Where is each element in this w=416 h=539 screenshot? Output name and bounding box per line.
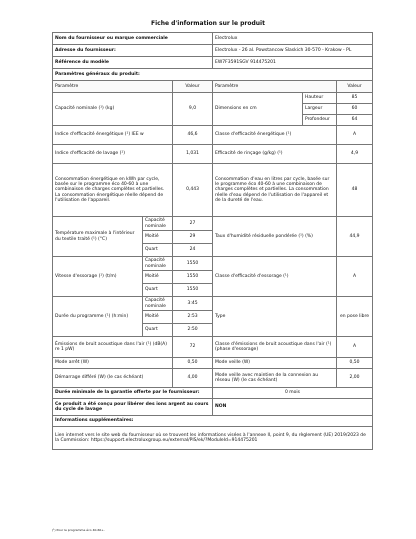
header-value-right: Valeur [337, 81, 373, 93]
duration-half-label: Moitié [143, 311, 173, 324]
spin-nominal-value: 1550 [173, 257, 213, 271]
depth-value: 64 [337, 115, 373, 126]
washing-index-value: 1,031 [173, 145, 213, 164]
model-label: Référence du modèle [53, 57, 213, 69]
spin-quarter-value: 1550 [173, 284, 213, 297]
rinsing-label: Efficacité de rinçage (g/kg) (¹) [213, 145, 337, 164]
dimension-row-height [53, 93, 373, 104]
model-value: EW7F3591SGV 914475201 [213, 57, 373, 69]
extra-info-text: Lien internet vers le site web du fournisseur où se trouvent les informations visées à l'annexe II, point 9, du règlement (UE) 2019/2023 de la Commission: https://support.electroluxgroup.eu/external/PIS/ek/?ModuleId=914475201 [53, 427, 373, 450]
capacity-label: Capacité nominale (¹) (kg) [53, 93, 173, 126]
off-mode-value: 0,50 [173, 358, 213, 369]
temperature-label: Température maximale à l'intérieur du textile traité (¹) (°C) [53, 217, 143, 257]
spin-half-value: 1550 [173, 271, 213, 284]
dimensions-label: Dimensions en cm [213, 93, 303, 126]
eei-label: Indice d'efficacité énergétique (¹) IEE w [53, 126, 173, 145]
noise-label: Émissions de bruit acoustique dans l'air (¹) (dB(A) re 1 pW) [53, 337, 173, 358]
networked-standby-label: Mode veille avec maintien de la connexion au réseau (W) (le cas échéant) [213, 369, 337, 388]
water-consumption-value: 48 [337, 164, 373, 217]
humidity-label: Taux d'humidité résiduelle pondérée (¹) (%) [213, 217, 337, 257]
duration-row-nominal [53, 297, 373, 311]
spin-nominal-label: Capacité nominale [143, 257, 173, 271]
height-value: 85 [337, 93, 373, 104]
spin-class-value: A [337, 257, 373, 297]
temp-half-value: 29 [173, 231, 213, 244]
guarantee-value: 0 mois [213, 388, 373, 399]
spin-row-nominal [53, 257, 373, 271]
address-label: Adresse du fournisseur: [53, 45, 213, 57]
noise-class-value: A [337, 337, 373, 358]
energy-consumption-value: 0,443 [173, 164, 213, 217]
address-row [53, 45, 373, 57]
power-mode-row [53, 358, 373, 369]
delay-start-label: Démarrage différé (W) (le cas échéant) [53, 369, 173, 388]
duration-nominal-label: Capacité nominale [143, 297, 173, 311]
energy-class-value: A [337, 126, 373, 145]
duration-label: Durée du programme (¹) (h:min) [53, 297, 143, 337]
header-value-left: Valeur [173, 81, 213, 93]
spin-quarter-label: Quart [143, 284, 173, 297]
delay-start-value: 4,00 [173, 369, 213, 388]
temperature-row-nominal [53, 217, 373, 231]
standby-value: 0,50 [337, 358, 373, 369]
depth-label: Profondeur [303, 115, 337, 126]
temp-nominal-value: 27 [173, 217, 213, 231]
noise-row [53, 337, 373, 358]
sheet-title: Fiche d'information sur le produit [151, 20, 265, 27]
energy-consumption-label: Consommation énergétique en kWh par cycle, basée sur le programme éco 40-60 à une combinaison de charges complètes et partielles. La consommation énergétique réelle dépend de l'utilisation de l'appareil. [53, 164, 173, 217]
temp-quarter-value: 24 [173, 244, 213, 257]
general-params-heading: Paramètres généraux du produit: [53, 69, 373, 81]
networked-standby-value: 2,00 [337, 369, 373, 388]
header-param-left: Paramètre [53, 81, 173, 93]
duration-quarter-value: 2:50 [173, 324, 213, 337]
extra-info-heading-row [53, 416, 373, 427]
ions-label: Ce produit a été conçu pour libérer des ions argent au cours du cycle de lavage [53, 399, 213, 416]
humidity-value: 44,9 [337, 217, 373, 257]
washing-index-label: Indice d'efficacité de lavage (¹) [53, 145, 173, 164]
temp-quarter-label: Quart [143, 244, 173, 257]
supplier-row [53, 33, 373, 45]
supplier-value: Electrolux [213, 33, 373, 45]
capacity-value: 9,0 [173, 93, 213, 126]
product-table [52, 32, 373, 450]
off-mode-label: Mode arrêt (W) [53, 358, 173, 369]
eei-value: 46,6 [173, 126, 213, 145]
header-param-right: Paramètre [213, 81, 337, 93]
supplier-label: Nom du fournisseur ou marque commerciale [53, 33, 213, 45]
temp-nominal-label: Capacité nominale [143, 217, 173, 231]
spin-half-label: Moitié [143, 271, 173, 284]
delay-row [53, 369, 373, 388]
guarantee-label: Durée minimale de la garantie offerte par le fournisseur: [53, 388, 213, 399]
type-label: Type [213, 297, 337, 337]
height-label: Hauteur [303, 93, 337, 104]
duration-half-value: 2:53 [173, 311, 213, 324]
guarantee-row [53, 388, 373, 399]
type-value: en pose libre [337, 297, 373, 337]
ions-row [53, 399, 373, 416]
address-value: Electrolux - 26 al. Powstancow Slaskich 30-570 - Krakow - PL [213, 45, 373, 57]
extra-info-text-row [53, 427, 373, 450]
extra-info-heading: Informations supplémentaires: [53, 416, 373, 427]
model-row [53, 57, 373, 69]
footnote: (¹) Pour le programme éco 40-60+. [52, 528, 105, 532]
noise-class-label: Classe d'émissions de bruit acoustique dans l'air (¹) (phase d'essorage) [213, 337, 337, 358]
ions-value: NON [213, 399, 373, 416]
water-consumption-label: Consommation d'eau en litres par cycle, basée sur le programme éco 40-60 à une combinaison de charges complètes et partielles. La consommation réelle d'eau dépend de l'utilisation de l'appareil et de la dureté de l'eau. [213, 164, 337, 217]
noise-value: 72 [173, 337, 213, 358]
standby-label: Mode veille (W) [213, 358, 337, 369]
general-params-row [53, 69, 373, 81]
rinsing-value: 4,9 [337, 145, 373, 164]
consumption-row [53, 164, 373, 217]
washing-row [53, 145, 373, 164]
duration-nominal-value: 3:45 [173, 297, 213, 311]
spin-class-label: Classe d'efficacité d'essorage (¹) [213, 257, 337, 297]
energy-class-label: Classe d'efficacité énergétique (¹) [213, 126, 337, 145]
width-label: Largeur [303, 104, 337, 115]
spin-speed-label: Vitesse d'essorage (¹) (t/m) [53, 257, 143, 297]
eei-row [53, 126, 373, 145]
width-value: 60 [337, 104, 373, 115]
temp-half-label: Moitié [143, 231, 173, 244]
duration-quarter-label: Quart [143, 324, 173, 337]
header-row [53, 81, 373, 93]
